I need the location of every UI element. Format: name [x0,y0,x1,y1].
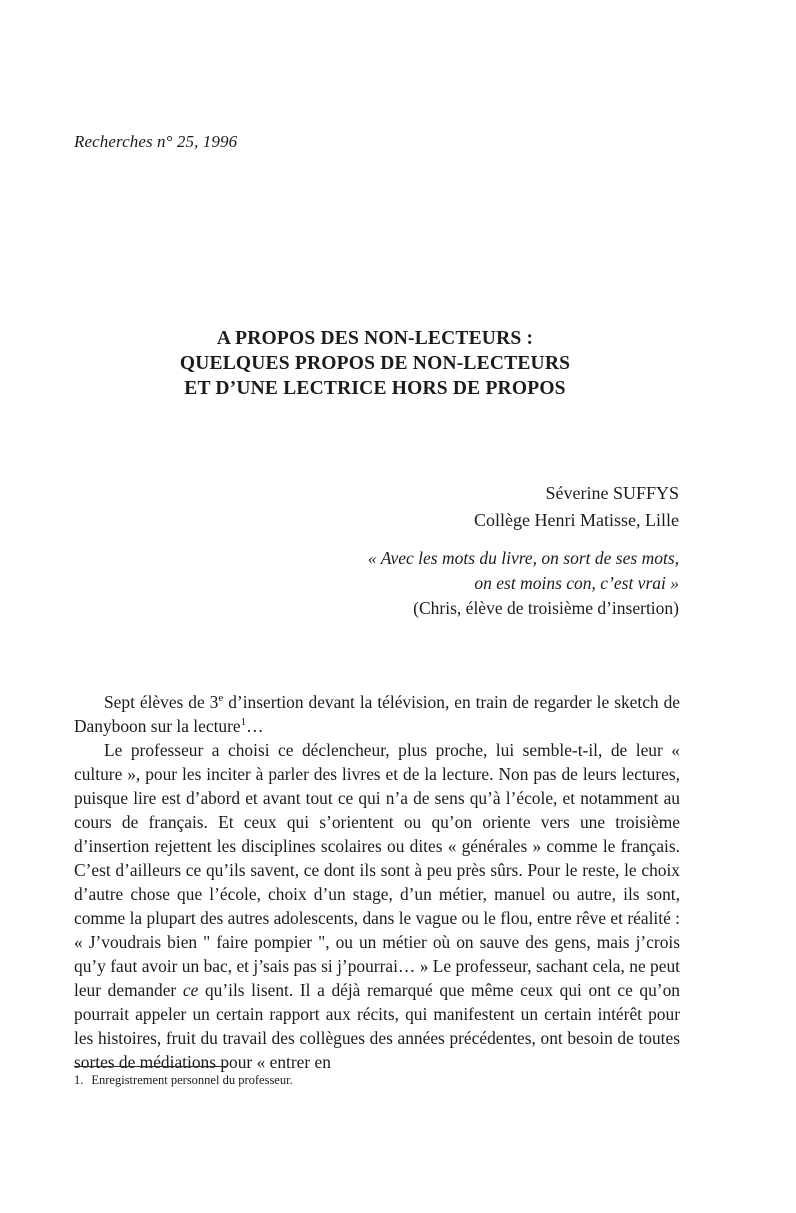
author-name: Séverine SUFFYS [545,483,679,503]
title-line-2: QUELQUES PROPOS DE NON-LECTEURS [179,353,571,374]
paragraph-2-text: Le professeur a choisi ce déclencheur, plus proche, lui semble-t-il, de leur « culture », pour les inciter à parler des livres et de la lecture. Non pas de leurs lectures, puisque lire est d’abord et avant tout ce qui n’a de sens qu’à l’école, et notamment au cours de français. Et ceux qui s’orientent ou qu’on oriente vers une troisième d’insertion rejettent les disciplines scolaires ou dites « générales » comme le français. C’est d’ailleurs ce qu’ils savent, ce dont ils sont à peu près sûrs. Pour le reste, le choix d’autre chose que l’école, choix d’un stage, d’un métier, manuel ou autre, ils sont, comme la plupart des autres adolescents, dans le vague ou le flou, entre rêve et réalité : « J’voudrais bien " faire pompier ", ou un métier où on sauve des gens, mais j’crois qu’y faut avoir un bac, et j’sais pas si j’pourrai… » Le professeur, sachant cela, ne peut leur demander [74,740,680,1000]
epigraph-line-2: on est moins con, c’est vrai » [474,573,679,593]
article-body [74,690,680,1074]
footnote-ref: 1 [240,716,247,729]
footnote-text: Enregistrement personnel du professeur. [91,1073,293,1087]
footnote-number: 1. [74,1073,84,1087]
article-title [0,326,750,401]
paragraph-1-text: Sept élèves de 3 [104,692,219,712]
epigraph [368,546,679,621]
epigraph-attribution: (Chris, élève de troisième d’insertion) [413,598,679,618]
author-affiliation: Collège Henri Matisse, Lille [474,510,679,530]
paragraph-2-text-cont: qu’ils lisent. Il a déjà remarqué que même ceux qui ont ce qu’on pourrait appeler un certain rapport aux récits, qui manifestent un certain intérêt pour les histoires, fruit du travail des collègues des années précédentes, ont besoin de toutes sortes de médiations pour « entrer en [74,980,680,1072]
footnote [74,1073,293,1088]
title-line-3: ET D’UNE LECTRICE HORS DE PROPOS [184,378,566,399]
paragraph-1-text-cont: d’insertion devant la télévision, en train de regarder le sketch de Danyboon sur la lecture [74,692,680,736]
paragraph-2 [74,738,680,1074]
footnote-divider [74,1066,226,1067]
author-block [474,480,679,534]
paragraph-1 [74,690,680,738]
paragraph-2-emphasis: ce [182,980,199,1000]
title-line-1: A PROPOS DES NON-LECTEURS : [216,328,534,349]
journal-header: Recherches n° 25, 1996 [74,132,238,151]
paragraph-1-ellipsis: … [246,716,264,736]
ordinal-superscript: e [218,692,224,705]
epigraph-line-1: « Avec les mots du livre, on sort de ses mots, [367,548,679,568]
